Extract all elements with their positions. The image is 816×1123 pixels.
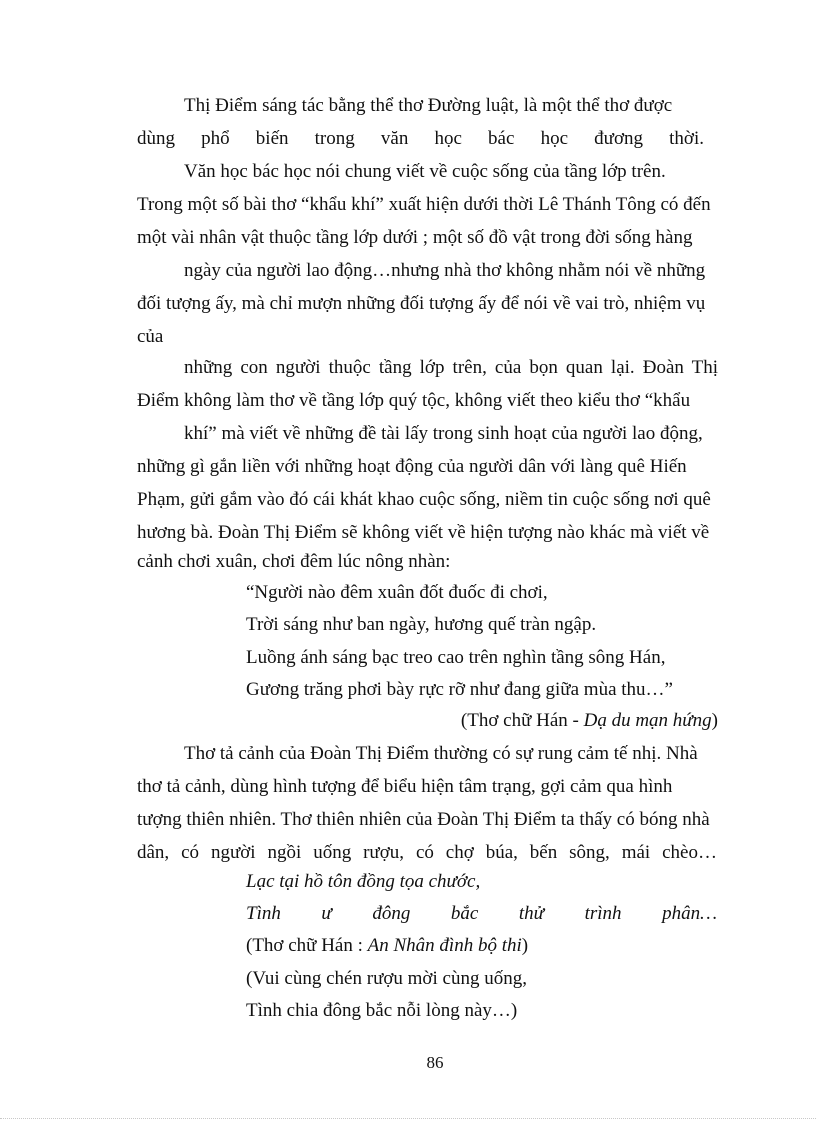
paragraph-5-line-3: Phạm, gửi gắm vào đó cái khát khao cuộc sống, niềm tin cuộc sống nơi quê (137, 489, 711, 510)
paragraph-5-line-1: khí” mà viết về những đề tài lấy trong sinh hoạt của người lao động, (184, 423, 703, 444)
paragraph-6-line-2: thơ tả cảnh, dùng hình tượng để biểu hiện tâm trạng, gợi cảm qua hình (137, 776, 673, 797)
paragraph-3-line-3: của (137, 326, 164, 347)
paragraph-2-line-2: Trong một số bài thơ “khẩu khí” xuất hiện dưới thời Lê Thánh Tông có đến (137, 194, 711, 215)
paragraph-1-line-1: Thị Điểm sáng tác bằng thể thơ Đường luật, là một thể thơ được (184, 95, 673, 116)
poem-2-source (246, 933, 528, 959)
source-1-prefix: (Thơ chữ Hán - (460, 710, 584, 731)
source-2-prefix: (Thơ chữ Hán : (246, 935, 368, 956)
source-1-title: Dạ du mạn hứng (583, 710, 712, 731)
poem-1-source (461, 708, 718, 734)
source-2-title: An Nhân đình bộ thi (367, 935, 522, 956)
paragraph-4-line-1: những con người thuộc tầng lớp trên, của bọn quan lại. Đoàn Thị (184, 357, 718, 378)
paragraph-6-line-3: tượng thiên nhiên. Thơ thiên nhiên của Đoàn Thị Điểm ta thấy có bóng nhà (137, 809, 710, 830)
poem-1-line-2: Trời sáng như ban ngày, hương quế tràn ngập. (246, 614, 597, 635)
paragraph-2-line-1: Văn học bác học nói chung viết về cuộc sống của tầng lớp trên. (184, 161, 666, 182)
poem-2-line-1: Lạc tại hồ tôn đồng tọa chước, (246, 871, 481, 892)
paragraph-6-line-4: dân, có người ngồi uống rượu, có chợ búa, bến sông, mái chèo… (137, 842, 717, 863)
source-2-suffix: ) (521, 935, 529, 956)
paragraph-4-line-2: Điểm không làm thơ về tầng lớp quý tộc, không viết theo kiểu thơ “khẩu (137, 390, 691, 411)
source-1-suffix: ) (711, 710, 718, 731)
translation-line-2: Tình chia đông bắc nỗi lòng này…) (246, 1000, 518, 1021)
translation-line-1: (Vui cùng chén rượu mời cùng uống, (246, 968, 527, 989)
poem-1-line-1: “Người nào đêm xuân đốt đuốc đi chơi, (246, 582, 548, 603)
poem-1-line-4: Gương trăng phơi bày rực rỡ như đang giữa mùa thu…” (246, 679, 673, 700)
page-number: 86 (426, 1053, 444, 1072)
footer-divider (0, 1118, 816, 1119)
paragraph-5-line-4: hương bà. Đoàn Thị Điểm sẽ không viết về hiện tượng nào khác mà viết về (137, 522, 710, 543)
paragraph-3-line-2: đối tượng ấy, mà chỉ mượn những đối tượng ấy để nói về vai trò, nhiệm vụ (137, 293, 706, 314)
paragraph-5-line-5: cảnh chơi xuân, chơi đêm lúc nông nhàn: (137, 551, 451, 572)
paragraph-2-line-3: một vài nhân vật thuộc tầng lớp dưới ; một số đồ vật trong đời sống hàng (137, 227, 693, 248)
poem-1-line-3: Luồng ánh sáng bạc treo cao trên nghìn tầng sông Hán, (246, 647, 666, 668)
paragraph-6-line-1: Thơ tả cảnh của Đoàn Thị Điểm thường có sự rung cảm tế nhị. Nhà (184, 743, 698, 764)
poem-2-line-2: Tình ư đông bắc thử trình phân… (246, 903, 717, 924)
paragraph-1-line-2: dùng phổ biến trong văn học bác học đương thời. (137, 128, 704, 149)
paragraph-5-line-2: những gì gắn liền với những hoạt động của người dân với làng quê Hiến (137, 456, 687, 477)
paragraph-3-line-1: ngày của người lao động…nhưng nhà thơ không nhằm nói về những (184, 260, 706, 281)
